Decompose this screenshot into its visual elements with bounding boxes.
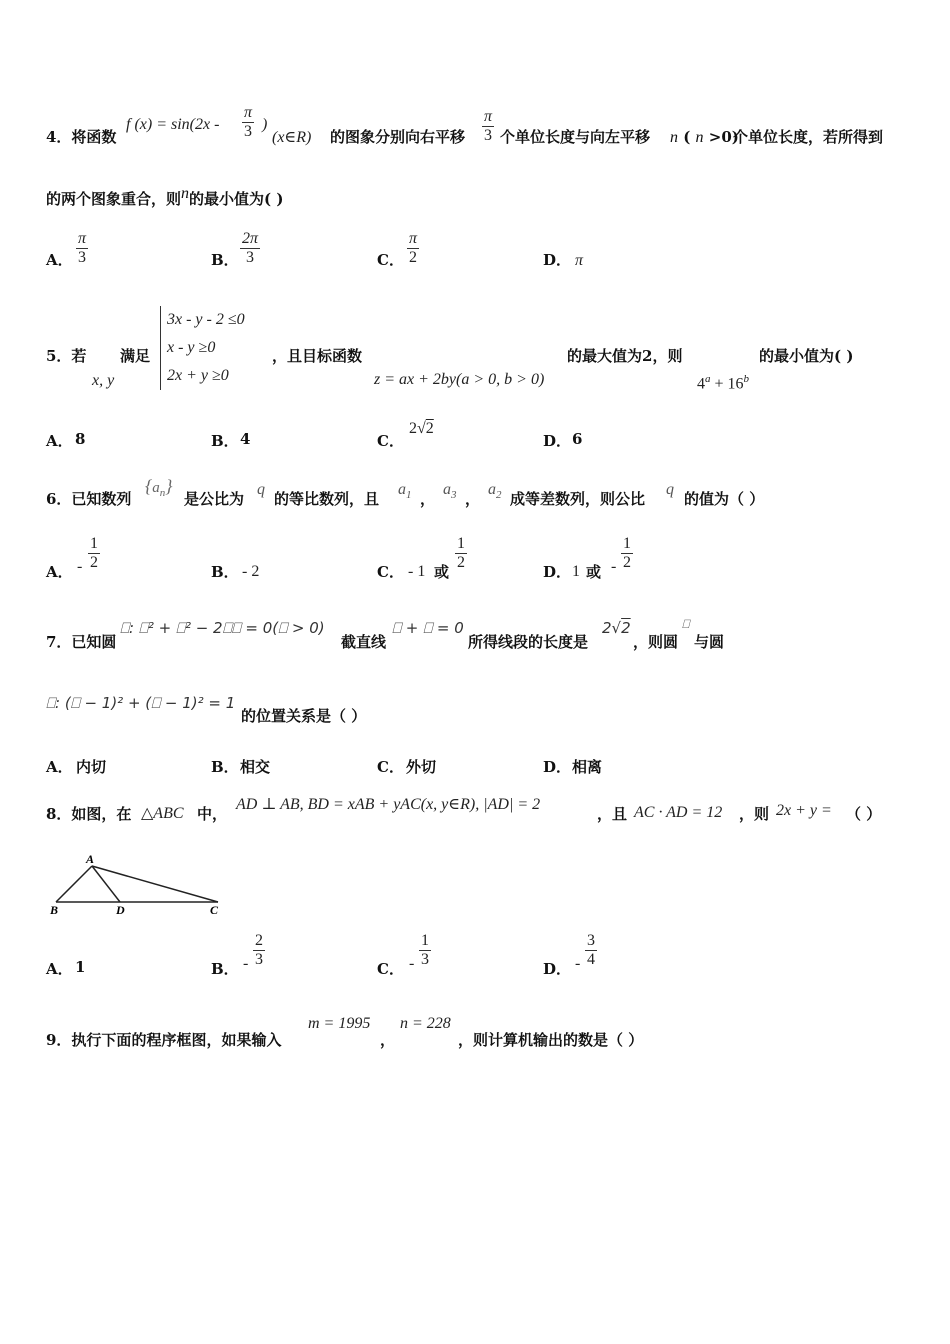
q8-option-c-sign: - [409, 955, 415, 972]
q5-option-a-label[interactable]: A． [46, 432, 73, 450]
q5-option-d-label[interactable]: D． [543, 432, 572, 450]
q7-option-a-value: 内切 [76, 758, 107, 776]
q4-text-a: 的图象分别向右平移 [330, 128, 466, 146]
q6-option-a-label[interactable]: A． [46, 563, 73, 581]
q4-option-a-value: $\frac{\pi}{3}$ [78, 230, 87, 266]
vertex-label-b: B [50, 903, 59, 917]
q4-text-b: 个单位长度与向左平移 [500, 128, 651, 146]
q6-option-b-value: - 2 [242, 563, 260, 580]
q5-option-c-value: 2√2 [409, 420, 434, 437]
q6-a2: $a_2$ [488, 481, 502, 502]
q8-expr: 2x + y = [776, 802, 832, 819]
q8-option-b-sign: - [243, 955, 249, 972]
q8-t1: 中， [197, 805, 228, 823]
q9-number: 9．执行下面的程序框图，如果输入 [46, 1031, 282, 1049]
q5-system-row: 3x - y - 2 ≤0 [167, 311, 245, 328]
q4-option-b-label[interactable]: B． [211, 251, 239, 269]
q5-option-b-value: 4 [240, 430, 251, 448]
q7-line: ⎕ + ⎕ = 0 [392, 619, 464, 637]
q7-t3: ，则圆 [633, 633, 679, 651]
q4-option-c-label[interactable]: C． [377, 251, 404, 269]
q5-option-a-value: 8 [75, 430, 86, 448]
q6-c2: ， [465, 490, 481, 508]
q8-option-c-label[interactable]: C． [377, 960, 404, 978]
q6-q2: q [666, 481, 674, 498]
q7-t2: 所得线段的长度是 [468, 633, 589, 651]
q8-option-a-value: 1 [75, 958, 86, 976]
q4-line2 [46, 185, 284, 211]
q4-line2-b: 的最小值为( ) [189, 190, 284, 208]
q4-func-lhs: f (x) = sin(2x - [126, 116, 220, 133]
q6-option-c-or: 或 [434, 563, 450, 581]
q6-option-d-label[interactable]: D． [543, 563, 572, 581]
q7-t1: 截直线 [341, 633, 387, 651]
q6-t4: 的值为（ ） [684, 490, 765, 508]
q7-len: 2√2 [602, 619, 631, 637]
q9-t1: ，则计算机输出的数是（ ） [458, 1031, 644, 1049]
q6-option-d-one: 1 [572, 563, 580, 580]
q6-t1: 是公比为 [184, 490, 245, 508]
q7-option-b-label[interactable]: B． [211, 758, 239, 776]
edge-ad [92, 866, 120, 902]
q5-vars: x, y [92, 372, 115, 389]
q5-option-c-label[interactable]: C． [377, 432, 404, 450]
q5-option-b-label[interactable]: B． [211, 432, 239, 450]
q5-objective: z = ax + 2by(a > 0, b > 0) [374, 371, 545, 388]
q6-option-d-or: 或 [586, 563, 602, 581]
q6-option-c-neg1: - 1 [408, 563, 426, 580]
q7-option-c-label[interactable]: C． [377, 758, 404, 776]
q5-expr: $4^a + 16^b$ [697, 373, 750, 393]
q6-option-c-label[interactable]: C． [377, 563, 404, 581]
q5-mid: 满足 [120, 347, 151, 365]
q4-option-d-value: π [575, 252, 584, 269]
q6-t3: 成等差数列，则公比 [510, 490, 646, 508]
q6-number: 6．已知数列 [46, 490, 132, 508]
vertex-label-a: A [86, 852, 95, 866]
q7-number: 7．已知圆 [46, 633, 117, 651]
q4-func-frac: $\frac{\pi}{3}$ [244, 104, 253, 140]
q7-box: ⎕ [682, 617, 690, 631]
q4-cond: (x∈R) [272, 129, 312, 146]
q9-n: n = 228 [400, 1015, 451, 1032]
q6-a1: $a_1$ [398, 481, 412, 502]
q7-option-c-value: 外切 [406, 758, 437, 776]
q7-t5: 的位置关系是（ ） [241, 707, 367, 725]
q8-number: 8．如图，在 [46, 805, 132, 823]
q4-line1 [46, 126, 116, 148]
q8-tri: △ABC [141, 805, 184, 822]
q4-option-c-value: $\frac{\pi}{2}$ [409, 230, 418, 266]
edge-ab [56, 866, 92, 902]
q6-option-d-frac: $\frac{1}{2}$ [623, 535, 631, 571]
q8-option-b-frac: $\frac{2}{3}$ [255, 932, 263, 968]
q7-option-b-value: 相交 [240, 758, 271, 776]
q6-q: q [257, 481, 265, 498]
q8-option-b-label[interactable]: B． [211, 960, 239, 978]
q8-t2: ，且 [597, 805, 628, 823]
q5-system-row: 2x + y ≥0 [167, 367, 229, 384]
q4-text-c: 个单位长度，若所得到 [733, 128, 884, 146]
edge-ac [92, 866, 218, 902]
q6-a3: $a_3$ [443, 481, 457, 502]
q4-number: 4．将函数 [46, 128, 117, 146]
q6-t2: 的等比数列，且 [274, 490, 380, 508]
q5-system-row: x - y ≥0 [167, 339, 216, 356]
q8-triangle-figure [46, 848, 226, 918]
q4-shift: $\frac{\pi}{3}$ [484, 108, 493, 144]
q8-t4: （ ） [846, 805, 882, 823]
q8-cond: AD ⊥ AB, BD = xAB + yAC(x, y∈R), |AD| = 2 [236, 796, 541, 813]
q6-option-c-frac: $\frac{1}{2}$ [457, 535, 465, 571]
q7-option-d-value: 相离 [572, 758, 603, 776]
vertex-label-c: C [210, 903, 219, 917]
q4-n-part: n ( n >0) [670, 128, 739, 146]
q7-option-a-label[interactable]: A． [46, 758, 73, 776]
vertex-label-d: D [116, 903, 125, 917]
q4-option-a-label[interactable]: A． [46, 251, 73, 269]
q8-dot: AC · AD = 12 [634, 804, 723, 821]
q9-m: m = 1995 [308, 1015, 371, 1032]
q5-text-c: 的最小值为( ) [759, 347, 854, 365]
q6-option-b-label[interactable]: B． [211, 563, 239, 581]
q8-option-d-sign: - [575, 955, 581, 972]
q5-text-b: 的最大值为2，则 [567, 347, 683, 365]
q4-func-rp: ) [262, 116, 268, 133]
q5-option-d-value: 6 [572, 430, 583, 448]
q6-option-d-sign: - [611, 558, 617, 575]
q5-system [160, 306, 245, 390]
q8-option-d-label[interactable]: D． [543, 960, 572, 978]
q4-n-sym: n [181, 185, 190, 202]
q8-option-d-frac: $\frac{3}{4}$ [587, 932, 595, 968]
q4-line2-a: 的两个图象重合，则 [46, 190, 182, 208]
q8-option-a-label[interactable]: A． [46, 960, 73, 978]
q6-option-a-sign: - [77, 558, 83, 575]
q6-seq: $\{a_n\}$ [145, 476, 173, 499]
q7-option-d-label[interactable]: D． [543, 758, 572, 776]
q6-c1: ， [420, 490, 436, 508]
q7-circle-m: ⎕: ⎕² + ⎕² − 2⎕⎕ = 0(⎕ > 0) [120, 619, 325, 637]
q4-option-b-value: $\frac{2\pi}{3}$ [242, 230, 259, 266]
q5-text-a: ，且目标函数 [272, 347, 363, 365]
q7-circle-n: ⎕: (⎕ − 1)² + (⎕ − 1)² = 1 [46, 694, 236, 712]
q8-option-c-frac: $\frac{1}{3}$ [421, 932, 429, 968]
q8-t3: ，则 [739, 805, 770, 823]
q5-number: 5．若 [46, 347, 87, 365]
q4-option-d-label[interactable]: D． [543, 251, 572, 269]
q6-option-a-frac: $\frac{1}{2}$ [90, 535, 98, 571]
q7-t4: 与圆 [694, 633, 725, 651]
q9-comma: ， [380, 1031, 396, 1049]
